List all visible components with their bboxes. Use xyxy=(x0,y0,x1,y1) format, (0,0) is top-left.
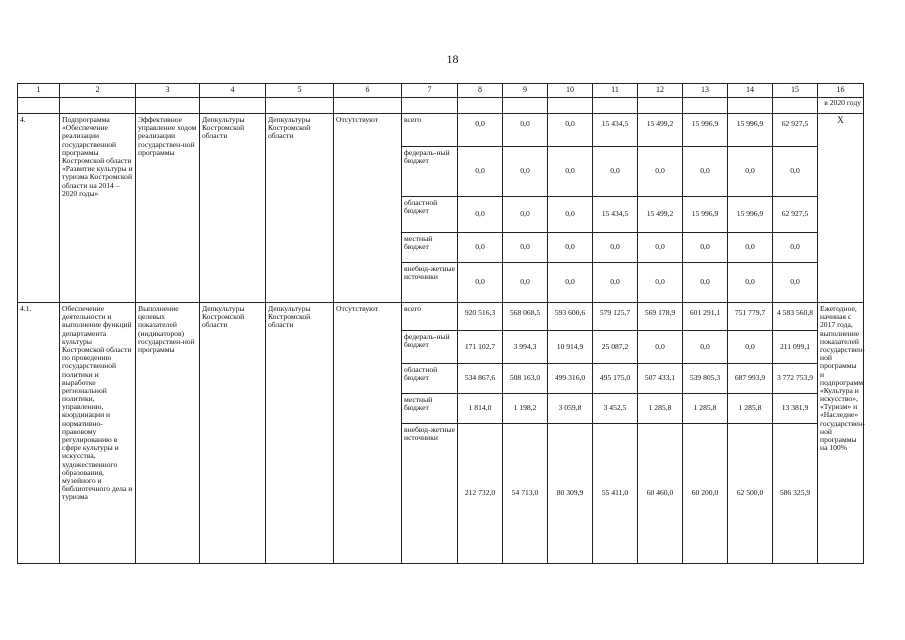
row-indicator: Выполнение целевых показателей (индикаторов) государствен-ной программы xyxy=(136,303,200,564)
finance-source: внебюд-жетные источники xyxy=(402,424,458,564)
subheader-cell xyxy=(593,98,638,114)
finance-value: 0,0 xyxy=(773,263,818,303)
finance-value: 1 814,0 xyxy=(458,394,503,424)
finance-value: 0,0 xyxy=(503,147,548,197)
row-coexecutor: Депкультуры Костромской области xyxy=(266,114,334,303)
finance-value: 0,0 xyxy=(773,147,818,197)
row-responsible: Депкультуры Костромской области xyxy=(200,114,266,303)
program-table xyxy=(17,83,864,564)
finance-value: 0,0 xyxy=(638,331,683,364)
finance-value: 10 914,9 xyxy=(548,331,593,364)
finance-source: областной бюджет xyxy=(402,364,458,394)
finance-source: федераль-ный бюджет xyxy=(402,331,458,364)
finance-value: 499 316,0 xyxy=(548,364,593,394)
finance-value: 15 996,9 xyxy=(728,114,773,147)
finance-value: 3 994,3 xyxy=(503,331,548,364)
finance-value: 13 381,9 xyxy=(773,394,818,424)
finance-value: 687 993,9 xyxy=(728,364,773,394)
finance-value: 15 996,9 xyxy=(683,197,728,233)
header-cell: 3 xyxy=(136,84,200,98)
finance-value: 0,0 xyxy=(503,263,548,303)
finance-value: 0,0 xyxy=(683,331,728,364)
finance-source: местный бюджет xyxy=(402,233,458,263)
finance-value: 0,0 xyxy=(458,147,503,197)
finance-value: 0,0 xyxy=(593,263,638,303)
subheader-cell xyxy=(503,98,548,114)
header-row xyxy=(18,84,864,98)
table-row xyxy=(18,114,864,147)
subheader-cell xyxy=(136,98,200,114)
row-name: Подпрограмма «Обеспечение реализации государственной программы Костромской области «Развитие культуры и туризма Костромской области на 2014 – 2020 годы» xyxy=(60,114,136,303)
finance-value: 586 325,9 xyxy=(773,424,818,564)
finance-value: 601 291,1 xyxy=(683,303,728,331)
finance-value: 15 499,2 xyxy=(638,114,683,147)
header-cell: 11 xyxy=(593,84,638,98)
row-indicator: Эффективное управление ходом реализации государствен-ной программы xyxy=(136,114,200,303)
finance-value: 1 285,8 xyxy=(638,394,683,424)
subheader-cell xyxy=(548,98,593,114)
finance-value: 495 175,0 xyxy=(593,364,638,394)
finance-value: 3 772 753,9 xyxy=(773,364,818,394)
subheader-cell xyxy=(728,98,773,114)
table-row xyxy=(18,303,864,331)
finance-value: 0,0 xyxy=(548,197,593,233)
finance-value: 1 285,8 xyxy=(728,394,773,424)
header-cell: 6 xyxy=(334,84,402,98)
finance-value: 0,0 xyxy=(638,263,683,303)
finance-value: 55 411,0 xyxy=(593,424,638,564)
finance-source: всего xyxy=(402,303,458,331)
finance-value: 15 434,5 xyxy=(593,114,638,147)
header-cell: 10 xyxy=(548,84,593,98)
finance-value: 15 996,9 xyxy=(728,197,773,233)
row-participants: Отсутствуют xyxy=(334,303,402,564)
finance-value: 62 500,0 xyxy=(728,424,773,564)
finance-value: 62 927,5 xyxy=(773,197,818,233)
header-cell: 12 xyxy=(638,84,683,98)
finance-value: 0,0 xyxy=(638,233,683,263)
finance-value: 0,0 xyxy=(503,233,548,263)
finance-source: областной бюджет xyxy=(402,197,458,233)
row-responsible: Депкультуры Костромской области xyxy=(200,303,266,564)
header-cell: 16 xyxy=(818,84,864,98)
finance-value: 54 713,0 xyxy=(503,424,548,564)
finance-value: 0,0 xyxy=(548,263,593,303)
finance-value: 0,0 xyxy=(503,114,548,147)
finance-value: 751 779,7 xyxy=(728,303,773,331)
subheader-cell xyxy=(458,98,503,114)
finance-value: 0,0 xyxy=(458,114,503,147)
row-number: 4. xyxy=(18,114,60,303)
subheader-cell xyxy=(402,98,458,114)
finance-value: 508 163,0 xyxy=(503,364,548,394)
finance-value: 0,0 xyxy=(728,147,773,197)
finance-value: 0,0 xyxy=(548,233,593,263)
subheader-cell xyxy=(266,98,334,114)
header-cell: 14 xyxy=(728,84,773,98)
finance-value: 593 600,6 xyxy=(548,303,593,331)
subheader-cell xyxy=(683,98,728,114)
header-cell: 2 xyxy=(60,84,136,98)
subheader-cell xyxy=(200,98,266,114)
finance-value: 0,0 xyxy=(458,197,503,233)
row-result: Х xyxy=(818,114,864,303)
row-name: Обеспечение деятельности и выполнение функций департамента культуры Костромской области по проведению государственной политики и выработке региональной политики, управлению, координации и нормативно-правовому регулированию в сфере культуры и искусства, художественного образования, музейного и библиотечного дела и туризма xyxy=(60,303,136,564)
finance-value: 3 452,5 xyxy=(593,394,638,424)
finance-value: 920 516,3 xyxy=(458,303,503,331)
finance-value: 569 178,9 xyxy=(638,303,683,331)
finance-value: 0,0 xyxy=(638,147,683,197)
page-number: 18 xyxy=(446,52,459,66)
finance-value: 0,0 xyxy=(683,147,728,197)
finance-value: 0,0 xyxy=(728,263,773,303)
header-cell: 5 xyxy=(266,84,334,98)
finance-value: 62 927,5 xyxy=(773,114,818,147)
finance-value: 534 867,6 xyxy=(458,364,503,394)
subheader-cell xyxy=(638,98,683,114)
row-coexecutor: Депкультуры Костромской области xyxy=(266,303,334,564)
finance-value: 0,0 xyxy=(593,233,638,263)
row-participants: Отсутствуют xyxy=(334,114,402,303)
subheader-cell xyxy=(773,98,818,114)
finance-value: 211 099,1 xyxy=(773,331,818,364)
header-cell: 1 xyxy=(18,84,60,98)
header-cell: 4 xyxy=(200,84,266,98)
finance-source: внебюд-жетные источники xyxy=(402,263,458,303)
header-cell: 7 xyxy=(402,84,458,98)
subheader-row xyxy=(18,98,864,114)
finance-value: 0,0 xyxy=(773,233,818,263)
finance-value: 579 125,7 xyxy=(593,303,638,331)
subheader-cell xyxy=(60,98,136,114)
finance-value: 0,0 xyxy=(548,147,593,197)
finance-value: 1 285,8 xyxy=(683,394,728,424)
finance-value: 0,0 xyxy=(503,197,548,233)
finance-value: 0,0 xyxy=(458,263,503,303)
finance-value: 507 433,1 xyxy=(638,364,683,394)
finance-value: 0,0 xyxy=(683,263,728,303)
header-cell: 9 xyxy=(503,84,548,98)
finance-value: 0,0 xyxy=(728,233,773,263)
finance-value: 0,0 xyxy=(548,114,593,147)
finance-value: 25 087,2 xyxy=(593,331,638,364)
header-cell: 15 xyxy=(773,84,818,98)
header-cell: 8 xyxy=(458,84,503,98)
finance-value: 15 499,2 xyxy=(638,197,683,233)
finance-value: 0,0 xyxy=(728,331,773,364)
finance-value: 15 434,5 xyxy=(593,197,638,233)
finance-source: местный бюджет xyxy=(402,394,458,424)
finance-value: 0,0 xyxy=(458,233,503,263)
finance-value: 0,0 xyxy=(683,233,728,263)
finance-value: 3 059,8 xyxy=(548,394,593,424)
finance-value: 212 732,0 xyxy=(458,424,503,564)
finance-value: 80 309,9 xyxy=(548,424,593,564)
finance-value: 15 996,9 xyxy=(683,114,728,147)
finance-value: 171 102,7 xyxy=(458,331,503,364)
finance-value: 60 200,0 xyxy=(683,424,728,564)
finance-source: всего xyxy=(402,114,458,147)
header-cell: 13 xyxy=(683,84,728,98)
subheader-col16: в 2020 году xyxy=(818,98,864,114)
finance-value: 539 805,3 xyxy=(683,364,728,394)
finance-value: 568 068,5 xyxy=(503,303,548,331)
finance-value: 1 198,2 xyxy=(503,394,548,424)
finance-value: 0,0 xyxy=(593,147,638,197)
finance-source: федераль-ный бюджет xyxy=(402,147,458,197)
subheader-cell xyxy=(18,98,60,114)
finance-value: 4 583 560,8 xyxy=(773,303,818,331)
subheader-cell xyxy=(334,98,402,114)
finance-value: 60 460,0 xyxy=(638,424,683,564)
row-number: 4.1. xyxy=(18,303,60,564)
row-result: Ежегодное, начиная с 2017 года, выполнение показателей государствен-ной программы и подпрограмм «Культура и искусство», «Туризм» и «Наследие» государствен-ной программы на 100% xyxy=(818,303,864,564)
